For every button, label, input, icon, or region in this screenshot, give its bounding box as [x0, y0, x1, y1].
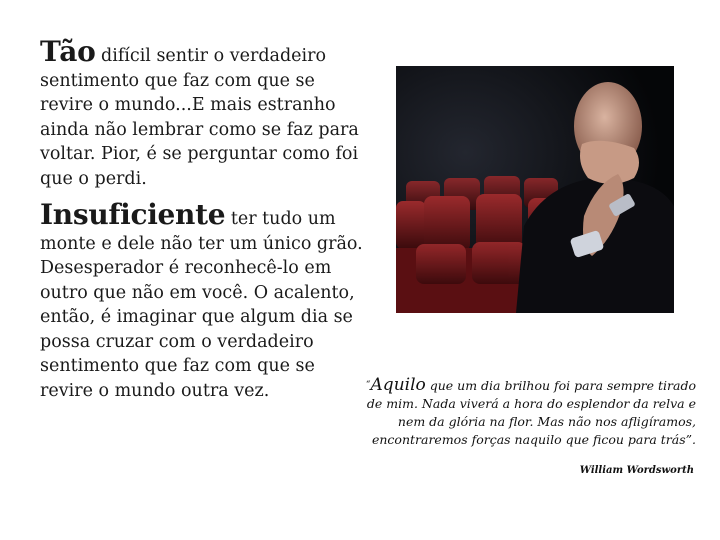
paragraph-1-lead: Tão — [40, 35, 96, 68]
quote-body: que um dia brilhou foi para sempre tirado de mim. Nada viverá a hora do esplendor da relva e nem da glória na flor. Mas não nos afligíramos, encontraremos forças naquilo que ficou para trás”. — [366, 378, 696, 447]
paragraph-1-body: difícil sentir o verdadeiro sentimento que faz com que se revire o mundo...E mais estranho ainda não lembrar como se faz para voltar. Pior, é se perguntar como foi que o perdi. — [40, 46, 359, 189]
cinema-portrait-image — [396, 66, 674, 313]
paragraph-2 — [40, 198, 365, 403]
paragraph-2-body: ter tudo um monte e dele não ter um único grão. Desesperador é reconhecê-lo em outro que não em você. O acalento, então, é imaginar que algum dia se possa cruzar com o verdadeiro sentimento que faz com que se revire o mundo outra vez. — [40, 209, 363, 401]
text-column — [40, 35, 365, 415]
paragraph-2-lead: Insuficiente — [40, 198, 226, 231]
portrait-photo — [396, 66, 674, 313]
quote-author: William Wordsworth — [579, 465, 694, 476]
quote-lead: Aquilo — [370, 375, 426, 395]
quote-block — [360, 376, 696, 449]
quote-open-mark: “ — [365, 380, 371, 390]
paragraph-1 — [40, 35, 365, 191]
